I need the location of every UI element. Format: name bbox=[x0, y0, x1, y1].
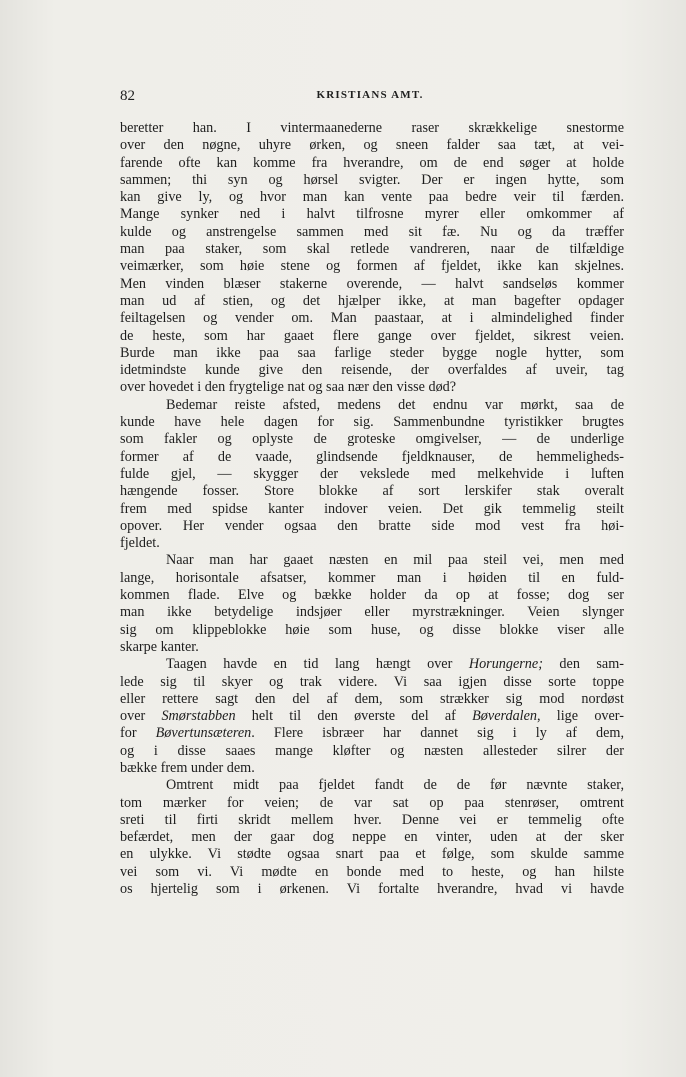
text-line: sreti til firti skridt mellem hver. Denne vei er temmelig ofte bbox=[120, 811, 624, 828]
text-line: Omtrent midt paa fjeldet fandt de de før nævnte staker, bbox=[166, 777, 624, 794]
text-line: farende ofte kan komme fra hverandre, om de end søger at holde bbox=[120, 154, 624, 171]
text-line: tom mærker for veien; de var sat op paa stenrøser, omtrent bbox=[120, 794, 624, 811]
text-line: befærdet, men der gaar dog neppe en vinter, uden at der sker bbox=[120, 829, 624, 846]
text-line: over hovedet i den frygtelige nat og saa nær den visse død? bbox=[120, 379, 457, 396]
text-line: former af de vaade, glindsende fjeldknauser, de hemmeligheds- bbox=[120, 448, 624, 465]
text-line: bække frem under dem. bbox=[120, 759, 255, 776]
text-line: Men vinden blæser stakerne overende, — halvt sandseløs kommer bbox=[120, 275, 624, 292]
text-line: vei som vi. Vi mødte en bonde med to heste, og han hilste bbox=[120, 863, 624, 880]
text-line: lange, horisontale afsatser, kommer man i høiden til en fuld- bbox=[120, 569, 624, 586]
page-header bbox=[120, 88, 620, 108]
text-line: for Bøvertunsæteren. Flere isbræer har dannet sig i ly af dem, bbox=[120, 725, 624, 742]
text-line: kunde have hele dagen for sig. Sammenbundne tyristikker brugtes bbox=[120, 414, 624, 431]
text-line: over Smørstabben helt til den øverste del af Bøverdalen, lige over- bbox=[120, 708, 624, 725]
text-line: eller rettere sagt den del af dem, som strækker sig mod nordøst bbox=[120, 690, 624, 707]
text-line: over den nøgne, uhyre ørken, og sneen falder saa tæt, at vei- bbox=[120, 137, 624, 154]
text-line: skarpe kanter. bbox=[120, 638, 199, 655]
text-line: sig om klippeblokke høie som huse, og disse blokke viser alle bbox=[120, 621, 624, 638]
text-line: de heste, som har gaaet flere gange over fjeldet, sikrest veien. bbox=[120, 327, 624, 344]
text-line: sammen; thi syn og hørsel svigter. Der er ingen hytte, som bbox=[120, 171, 624, 188]
text-line: fjeldet. bbox=[120, 535, 160, 552]
text-line: kan give ly, og hvor man kan vente paa bedre veir til færden. bbox=[120, 189, 624, 206]
text-line: frem med spidse kanter indover veien. Det gik temmelig steilt bbox=[120, 500, 624, 517]
text-line: Bedemar reiste afsted, medens det endnu var mørkt, saa de bbox=[166, 396, 624, 413]
text-line: os hjertelig som i ørkenen. Vi fortalte hverandre, hvad vi havde bbox=[120, 881, 624, 898]
text-line: Burde man ikke paa saa farlige steder bygge nogle hytter, som bbox=[120, 344, 624, 361]
text-line: man paa staker, som skal retlede vandreren, naar de tilfældige bbox=[120, 241, 624, 258]
text-line: Naar man har gaaet næsten en mil paa steil vei, men med bbox=[166, 552, 624, 569]
running-head: KRISTIANS AMT. bbox=[316, 89, 424, 101]
text-line: hængende fosser. Store blokke af sort lerskifer stak overalt bbox=[120, 483, 624, 500]
text-line: man ud af stien, og det hjælper ikke, at man bagefter opdager bbox=[120, 292, 624, 309]
text-line: en ulykke. Vi stødte ogsaa snart paa et følge, som skulde samme bbox=[120, 846, 624, 863]
page-number: 82 bbox=[120, 88, 135, 104]
text-line: feiltagelsen og vender om. Man paastaar, at i almindelighed finder bbox=[120, 310, 624, 327]
text-line: man ikke betydelige indsjøer eller myrstrækninger. Veien slynger bbox=[120, 604, 624, 621]
text-line: lede sig til skyer og trak videre. Vi saa igjen disse sorte toppe bbox=[120, 673, 624, 690]
text-line: og i disse saaes mange kløfter og næsten allesteder silrer der bbox=[120, 742, 624, 759]
text-line: fulde gjel, — skygger der vekslede med melkehvide i luften bbox=[120, 465, 624, 482]
text-line: idetmindste kunde give den reisende, der overfaldes af uveir, tag bbox=[120, 362, 624, 379]
text-line: beretter han. I vintermaanederne raser skrækkelige snestorme bbox=[120, 120, 624, 136]
text-line: som fakler og oplyste de groteske omgivelser, — de underlige bbox=[120, 431, 624, 448]
text-line: kulde og anstrengelse sammen med sit fæ. Nu og da træffer bbox=[120, 223, 624, 240]
text-line: opover. Her vender ogsaa den bratte side mod vest fra høi- bbox=[120, 517, 624, 534]
text-line: kommen flade. Elve og bække holder da op at fosse; dog ser bbox=[120, 587, 624, 604]
body-text bbox=[120, 120, 624, 898]
text-line: Taagen havde en tid lang hængt over Horungerne; den sam- bbox=[166, 656, 624, 673]
text-line: Mange synker ned i halvt tilfrosne myrer eller omkommer af bbox=[120, 206, 624, 223]
text-line: veimærker, som høie stene og formen af fjeldet, ikke kan skjelnes. bbox=[120, 258, 624, 275]
